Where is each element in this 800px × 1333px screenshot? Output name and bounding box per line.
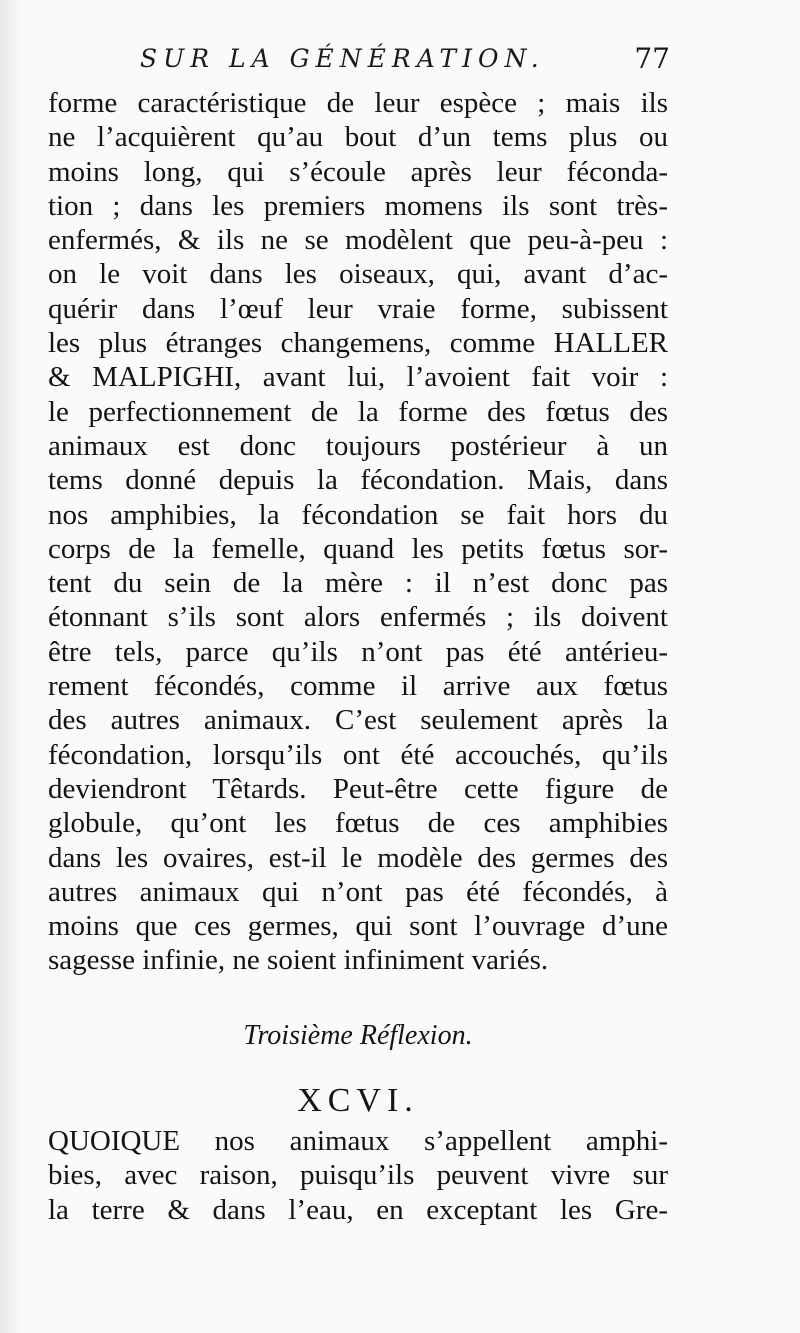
- text-line: on le voit dans les oiseaux, qui, avant d’ac-: [48, 258, 668, 291]
- page-gutter-shadow: [0, 0, 22, 1333]
- section-number: XCVI.: [297, 1082, 419, 1119]
- text-line: sagesse infinie, ne soient infiniment variés.: [48, 944, 549, 977]
- text-line: nos amphibies, la fécondation se fait hors du: [48, 498, 668, 531]
- text-line: & MALPIGHI, avant lui, l’avoient fait voir :: [48, 361, 668, 394]
- text-line: deviendront Têtards. Peut-être cette figure de: [48, 772, 668, 805]
- text-line: animaux est donc toujours postérieur à un: [48, 429, 668, 462]
- text-line: bies, avec raison, puisqu’ils peuvent vivre sur: [48, 1159, 668, 1192]
- text-line: étonnant s’ils sont alors enfermés ; ils doivent: [48, 601, 668, 634]
- text-line: fécondation, lorsqu’ils ont été accouchés, qu’ils: [48, 738, 668, 771]
- text-line: le perfectionnement de la forme des fœtus des: [48, 395, 668, 428]
- text-line: tems donné depuis la fécondation. Mais, dans: [48, 464, 668, 497]
- text-line: globule, qu’ont les fœtus de ces amphibies: [48, 807, 668, 840]
- text-line: rement fécondés, comme il arrive aux fœtus: [48, 670, 668, 703]
- text-line: dans les ovaires, est-il le modèle des germes des: [48, 841, 668, 874]
- page-header: [60, 40, 670, 84]
- text-line: tent du sein de la mère : il n’est donc pas: [48, 567, 668, 600]
- section-title: Troisième Réflexion.: [243, 1020, 473, 1051]
- text-line: être tels, parce qu’ils n’ont pas été antérieu-: [48, 635, 668, 668]
- text-line: enfermés, & ils ne se modèlent que peu-à-peu :: [48, 224, 668, 257]
- text-line: tion ; dans les premiers momens ils sont très-: [48, 189, 668, 222]
- text-line: moins que ces germes, qui sont l’ouvrage d’une: [48, 910, 668, 943]
- text-line: des autres animaux. C’est seulement après la: [48, 704, 668, 737]
- text-line: moins long, qui s’écoule après leur féconda-: [48, 155, 668, 188]
- text-line: autres animaux qui n’ont pas été fécondés, à: [48, 875, 668, 908]
- page-number: 77: [634, 42, 670, 75]
- text-line: forme caractéristique de leur espèce ; mais ils: [48, 87, 668, 119]
- text-line: les plus étranges changemens, comme HALLER: [48, 327, 668, 360]
- running-head: SUR LA GÉNÉRATION.: [140, 44, 545, 73]
- text-line: quérir dans l’œuf leur vraie forme, subissent: [48, 292, 668, 325]
- main-text-block: [48, 86, 668, 978]
- section-text-block: [48, 1124, 668, 1227]
- text-line: QUOIQUE nos animaux s’appellent amphi-: [48, 1125, 668, 1157]
- text-line: ne l’acquièrent qu’au bout d’un tems plus ou: [48, 121, 668, 154]
- text-line: la terre & dans l’eau, en exceptant les Gre-: [48, 1193, 668, 1226]
- text-line: corps de la femelle, quand les petits fœtus sor-: [48, 532, 668, 565]
